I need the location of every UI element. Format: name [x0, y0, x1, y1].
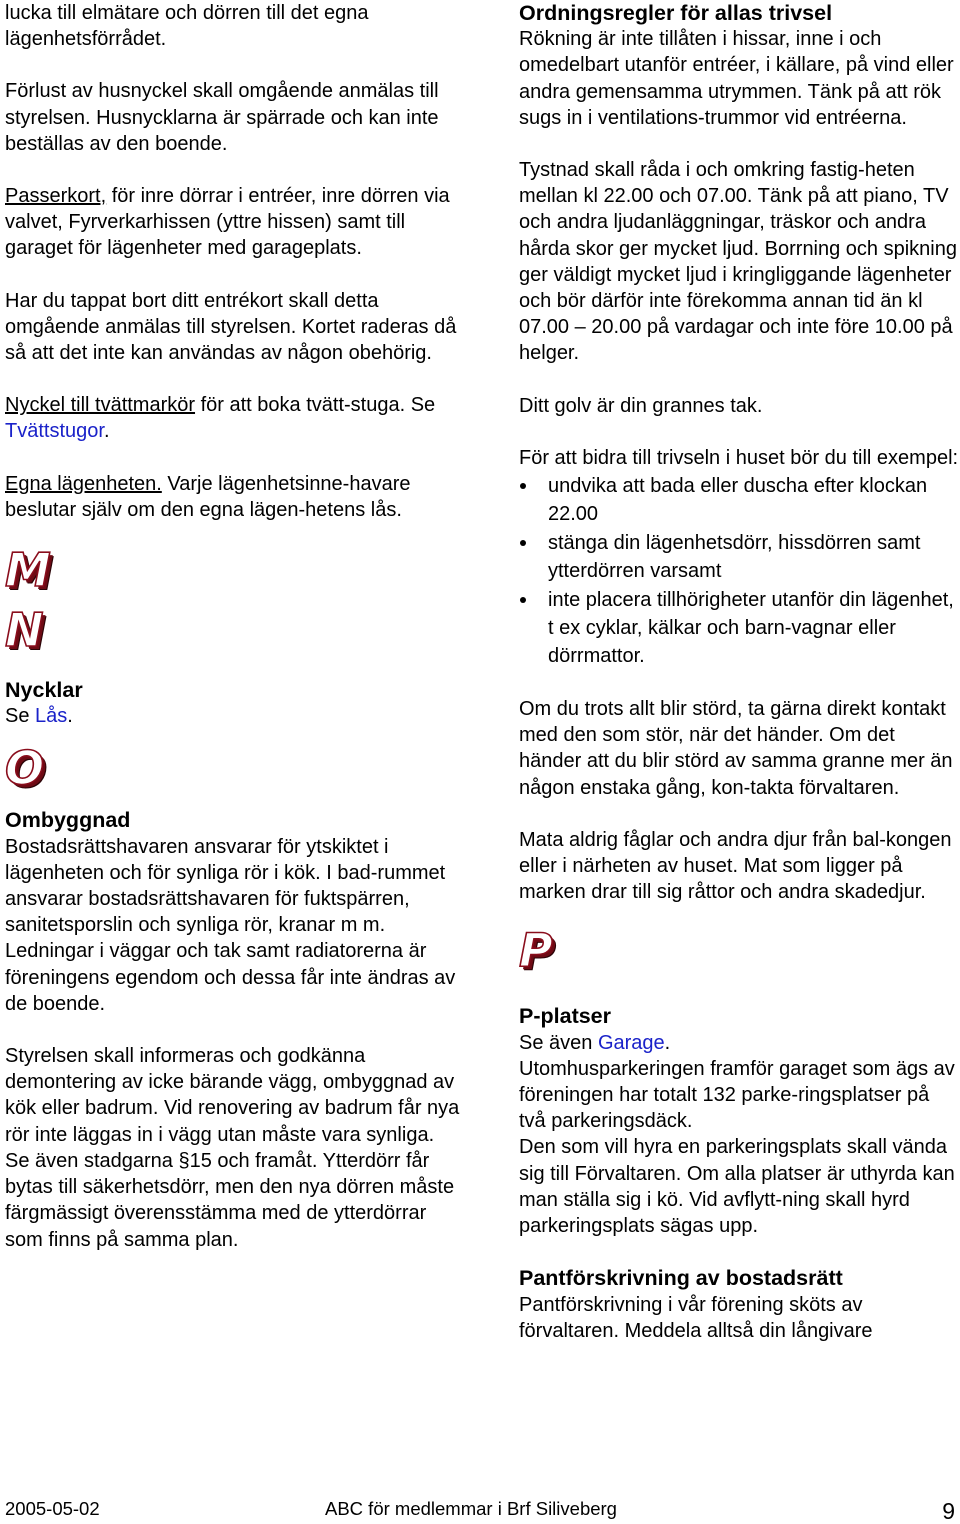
- letter-o-icon: O: [5, 741, 45, 796]
- p-platser-end: .: [664, 1031, 671, 1054]
- paragraph-p-platser-see: [519, 1030, 959, 1056]
- heading-ombyggnad: Ombyggnad: [5, 808, 131, 833]
- passerkort-text: för inre dörrar i entréer, inre dörren via valvet, Fyrverkarhissen (yttre hissen) samt till garaget för lägenheter med garageplats.: [5, 185, 450, 260]
- paragraph-lost-key: Förlust av husnyckel skall omgående anmälas till styrelsen. Husnycklarna är spärrade och kan inte beställas av den boende.: [5, 80, 439, 155]
- section-letter-n: [5, 603, 460, 658]
- paragraph-passerkort: [5, 183, 460, 262]
- nycklar-see-text: Se: [5, 705, 36, 728]
- heading-p-platser: P-platser: [519, 1004, 612, 1029]
- own-apartment-term: Egna lägenheten.: [5, 472, 162, 495]
- section-letter-p: [519, 923, 959, 978]
- paragraph-nycklar-see: [5, 703, 460, 729]
- section-letter-o: [5, 741, 460, 796]
- laundry-key-text: för att boka tvätt-stuga. Se: [195, 394, 436, 417]
- paragraph-laundry-key: [5, 392, 460, 444]
- paragraph-p-platser-1: Utomhusparkeringen framför garaget som ägs av föreningen har totalt 132 parke-ringsplatser på två parkeringsdäck.: [519, 1057, 955, 1133]
- paragraph-quiet-hours: Tystnad skall råda i och omkring fastig-heten mellan kl 22.00 och 07.00. Tänk på att piano, TV och andra ljudanläggningar, träskor och andra hårda skor ger mycket ljud. Borrning och spikning ger väldigt mycket ljud i kringliggande lägenheter och bör därför inte förekomma annan tid än kl 07.00 – 20.00 på vardagar och inte före 10.00 på helger.: [519, 159, 957, 365]
- laundry-key-end: .: [103, 420, 110, 443]
- letter-p-icon: P: [519, 923, 553, 978]
- paragraph-smoking: Rökning är inte tillåten i hissar, inne i och omedelbart utanför entréer, i källare, på vind eller andra gemensamma utrymmen. Tänk på att rök sugs in i ventilations-trummor vid entréerna.: [519, 28, 954, 129]
- heading-nycklar: Nycklar: [5, 678, 83, 703]
- letter-m-icon: M: [5, 543, 51, 598]
- p-platser-see-text: Se även: [519, 1031, 598, 1054]
- footer-date: 2005-05-02: [5, 1498, 100, 1519]
- section-letter-m: [5, 543, 460, 598]
- nycklar-end: .: [67, 705, 73, 728]
- left-column: [5, 0, 460, 1253]
- paragraph-lost-card: Har du tappat bort ditt entrékort skall detta omgående anmälas till styrelsen. Kortet raderas då så att det inte kan användas av någon obehörig.: [5, 289, 457, 365]
- right-column: [519, 0, 959, 1344]
- paragraph-p-platser-2: Den som vill hyra en parkeringsplats skall vända sig till Förvaltaren. Om alla platser är uthyrda kan man ställa sig i kö. Vid avflytt-ning skall hyrd parkeringsplats sägas upp.: [519, 1136, 955, 1238]
- letter-n-icon: N: [5, 603, 44, 658]
- paragraph-floor-ceiling: Ditt golv är din grannes tak.: [519, 394, 763, 417]
- list-item: undvika att bada eller duscha efter klockan 22.00: [519, 472, 959, 528]
- las-link[interactable]: Lås: [35, 705, 68, 728]
- tvattstugor-link[interactable]: Tvättstugor: [5, 420, 104, 443]
- passerkort-term: Passerkort,: [5, 185, 107, 208]
- paragraph-disturbed: Om du trots allt blir störd, ta gärna direkt kontakt med den som stör, när det händer. Om det händer att du blir störd av samma granne mer än någon enstaka gång, kon-takta förvaltaren.: [519, 698, 953, 799]
- paragraph-own-apartment: [5, 471, 460, 523]
- paragraph-ombyggnad-1: Bostadsrättshavaren ansvarar för ytskiktet i lägenheten och för synliga rör i kök. I bad-rummet ansvarar bostadsrättshavaren för fuktspärren, sanitetsporslin och synliga rör, kranar m m. Ledningar i väggar och tak samt radiatorerna är föreningens egendom och dessa får inte ändras av de boende.: [5, 835, 456, 1015]
- heading-pantforskrivning: Pantförskrivning av bostadsrätt: [519, 1266, 843, 1291]
- paragraph-wellbeing-intro: För att bidra till trivseln i huset bör du till exempel:: [519, 446, 959, 469]
- list-item: inte placera tillhörigheter utanför din lägenhet, t ex cyklar, kälkar och barn-vagnar eller dörrmattor.: [519, 586, 959, 670]
- heading-ordningsregler: Ordningsregler för allas trivsel: [519, 1, 833, 25]
- laundry-key-term: Nyckel till tvättmarkör: [5, 394, 196, 417]
- paragraph-ombyggnad-2: Styrelsen skall informeras och godkänna demontering av icke bärande vägg, ombyggnad av kök eller badrum. Vid renovering av badrum får nya rör inte läggas in i vägg utan måste vara synliga. Se även stadgarna §15 och framåt. Ytterdörr får bytas till säkerhetsdörr, men den nya dörren måste färgmässigt överensstämma med de ytterdörrar som finns på samma plan.: [5, 1045, 460, 1251]
- own-apartment-text: Varje lägenhetsinne-havare beslutar själv om den egna lägen-hetens lås.: [5, 472, 411, 521]
- wellbeing-list: [519, 472, 959, 670]
- list-item: stänga din lägenhetsdörr, hissdörren samt ytterdörren varsamt: [519, 529, 959, 585]
- paragraph-feeding: Mata aldrig fåglar och andra djur från bal-kongen eller i närheten av huset. Mat som ligger på marken drar till sig råttor och andra skadedjur.: [519, 828, 952, 904]
- paragraph-pantforskrivning: Pantförskrivning i vår förening sköts av förvaltaren. Meddela alltså din långivare: [519, 1293, 873, 1342]
- paragraph-fuse-box: lucka till elmätare och dörren till det egna lägenhetsförrådet.: [5, 2, 369, 51]
- page-number: 9: [942, 1498, 955, 1524]
- footer-title: ABC för medlemmar i Brf Siliveberg: [325, 1498, 617, 1519]
- garage-link[interactable]: Garage: [597, 1031, 665, 1054]
